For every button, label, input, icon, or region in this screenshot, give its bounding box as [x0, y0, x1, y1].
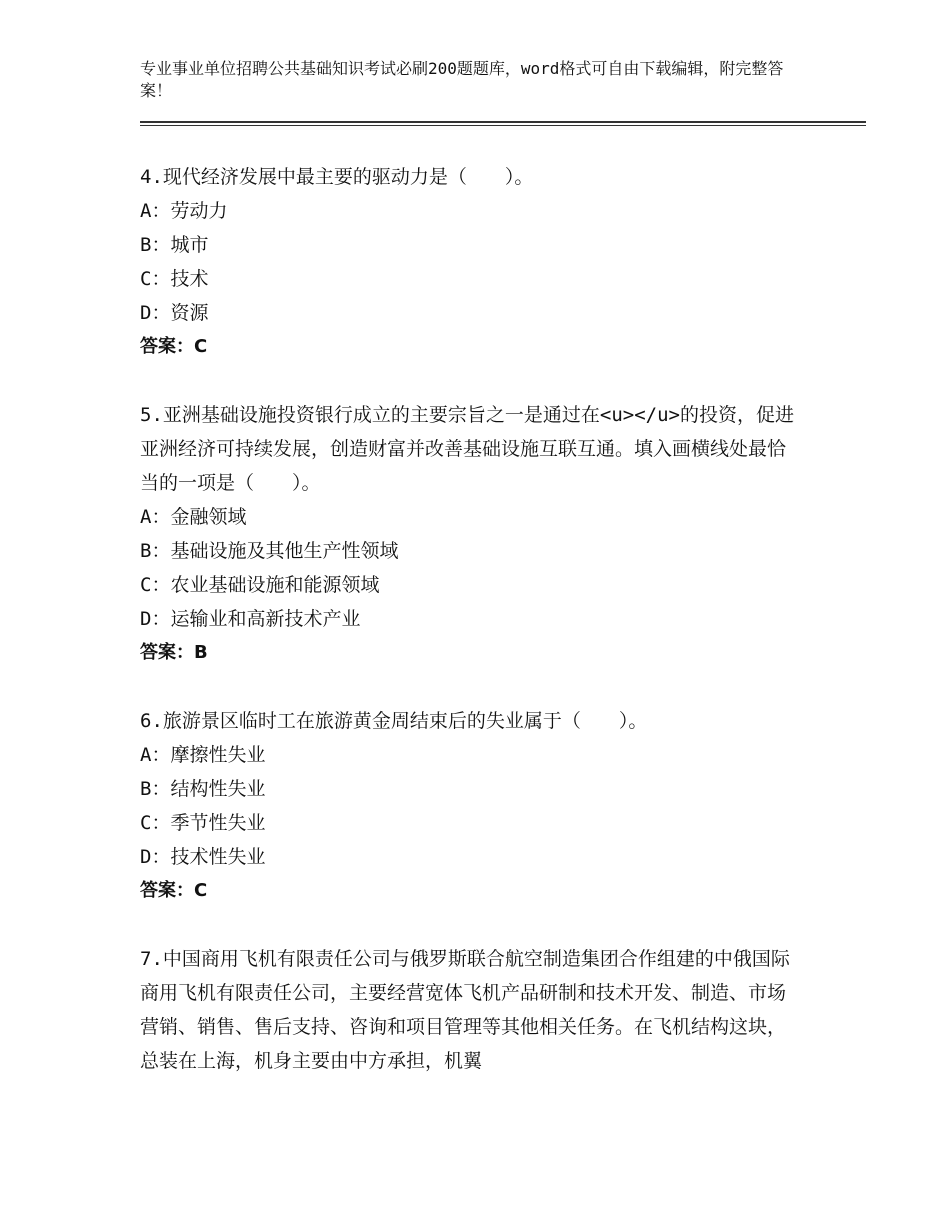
question-stem: 7.中国商用飞机有限责任公司与俄罗斯联合航空制造集团合作组建的中俄国际商用飞机有限责任公司，主要经营宽体飞机产品研制和技术开发、制造、市场营销、销售、售后支持、咨询和项目管理等其他相关任务。在飞机结构这块，总装在上海，机身主要由中方承担，机翼: [140, 948, 790, 1072]
answer-label: 答案：C: [140, 336, 208, 357]
option-a: A：摩擦性失业: [140, 744, 266, 766]
option-b: B：基础设施及其他生产性领域: [140, 540, 399, 562]
option-d: D：技术性失业: [140, 846, 266, 868]
option-d: D：资源: [140, 302, 209, 324]
question-stem: 5.亚洲基础设施投资银行成立的主要宗旨之一是通过在<u></u>的投资，促进亚洲经济可持续发展，创造财富并改善基础设施互联互通。填入画横线处最恰当的一项是（ ）。: [140, 404, 794, 494]
question-list: [140, 160, 800, 1112]
document-header: 专业事业单位招聘公共基础知识考试必刷200题题库，word格式可自由下载编辑，附完整答案！: [140, 59, 784, 100]
header-divider-thin: [140, 125, 866, 126]
header-divider-thick: [140, 121, 866, 123]
option-a: A：金融领域: [140, 506, 247, 528]
option-d: D：运输业和高新技术产业: [140, 608, 361, 630]
answer-label: 答案：C: [140, 880, 208, 901]
question-4: [140, 160, 800, 364]
question-5: [140, 398, 800, 670]
question-7: [140, 942, 800, 1078]
option-c: C：季节性失业: [140, 812, 266, 834]
option-b: B：结构性失业: [140, 778, 266, 800]
option-a: A：劳动力: [140, 200, 228, 222]
question-stem: 4.现代经济发展中最主要的驱动力是（ ）。: [140, 166, 534, 188]
question-stem: 6.旅游景区临时工在旅游黄金周结束后的失业属于（ ）。: [140, 710, 648, 732]
option-c: C：技术: [140, 268, 209, 290]
option-b: B：城市: [140, 234, 209, 256]
answer-label: 答案：B: [140, 642, 208, 663]
question-6: [140, 704, 800, 908]
option-c: C：农业基础设施和能源领域: [140, 574, 380, 596]
